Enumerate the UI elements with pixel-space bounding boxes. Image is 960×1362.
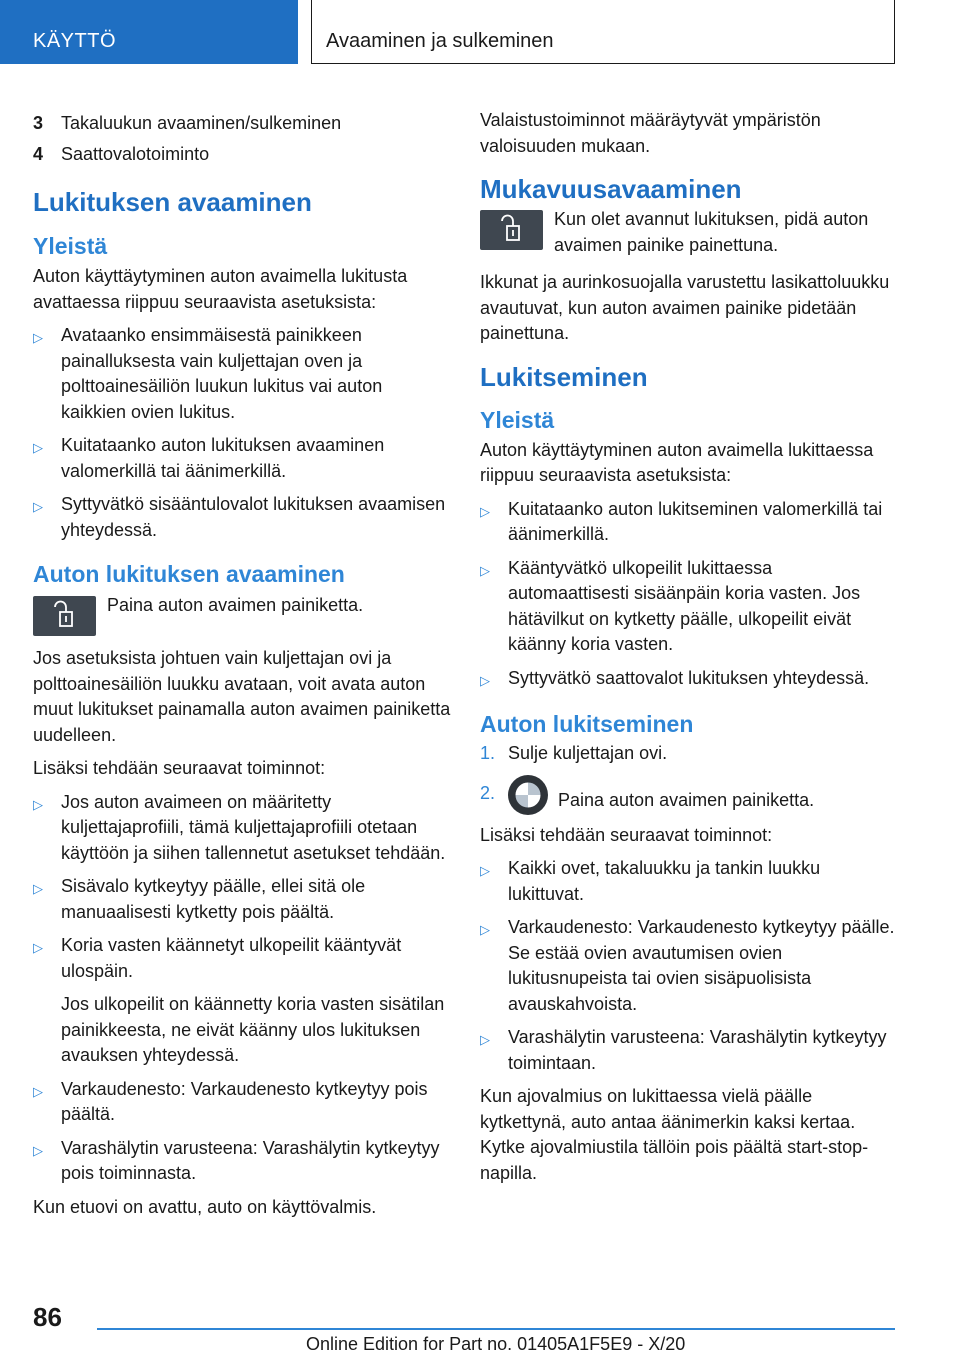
step-item: [480, 741, 896, 767]
unlock-key-icon: [480, 210, 543, 250]
bullet-triangle-icon: ▷: [33, 1142, 43, 1158]
bullet-triangle-icon: ▷: [33, 499, 43, 514]
section-tab: [311, 0, 895, 64]
general-text: Auton käyttäytyminen auton avaimella lukitusta avattaessa riippuu seuraavista asetuksista:: [33, 266, 408, 312]
bullet-triangle-icon: ▷: [480, 1032, 490, 1047]
bullet-item: ▷ Kääntyvätkö ulkopeilit lukittaessa automaattisesti sisäänpäin koria vasten. Jos hätävilkut on kytketty päälle, ulkopeilit eivät käänny koria vasten.: [480, 556, 896, 658]
mirror-note: Jos ulkopeilit on käännetty koria vasten sisätilan painikkeesta, ne eivät käänny ulos lukituksen avauksen yhteydessä.: [61, 994, 445, 1065]
item-number: 3: [33, 113, 44, 133]
bullet-item: ▷ Jos auton avaimeen on määritetty kuljettajaprofiili, tämä kuljettajaprofiili otetaan käyttöön ja siihen tallennetut asetukset tehdään.: [33, 790, 451, 867]
step-item: [480, 781, 896, 821]
general-text: Auton käyttäytyminen auton avaimella lukittaessa riippuu seuraavista asetuksista:: [480, 439, 874, 485]
bullet-item: ▷ Varkaudenesto: Varkaudenesto kytkeytyy päälle. Se estää ovien avautumisen ovien lukitusnupeista tai ovien sisäpuolisista avauskahvoista.: [480, 915, 896, 1017]
step-number: 2.: [480, 782, 496, 803]
bullet-triangle-icon: ▷: [33, 1083, 43, 1099]
paragraph: Jos asetuksista johtuen vain kuljettajan ovi ja polttoainesäiliön luukku avataan, voit avata auton muut lukitukset painamalla auton avaimen painiketta uudelleen.: [33, 648, 451, 745]
footer-divider: [97, 1328, 895, 1330]
bullet-item: ▷ Syttyvätkö saattovalot lukituksen yhteydessä.: [480, 666, 896, 694]
bullet-triangle-icon: ▷: [33, 330, 43, 345]
step-text: Sulje kuljettajan ovi.: [508, 743, 668, 763]
paragraph: Ikkunat ja aurinkosuojalla varustettu lasikattoluukku avautuvat, kun auton avaimen painike pidetään painettuna.: [480, 272, 890, 343]
heading-car-unlock: Auton lukituksen avaaminen: [33, 561, 345, 587]
edition-footer: Online Edition for Part no. 01405A1F5E9 - X/20: [306, 1334, 686, 1354]
item-text: Takaluukun avaaminen/sulkeminen: [61, 113, 342, 133]
icon-instruction: [480, 207, 896, 258]
chapter-tab: [0, 0, 298, 64]
left-column: [33, 108, 451, 1220]
step-number: 1.: [480, 743, 496, 763]
paragraph: Lisäksi tehdään seuraavat toiminnot:: [33, 758, 326, 778]
bullet-item: ▷ Varkaudenesto: Varkaudenesto kytkeytyy pois päältä.: [33, 1077, 451, 1128]
bmw-key-logo-icon: [508, 775, 548, 815]
right-column: [480, 108, 896, 1186]
bullet-triangle-icon: ▷: [33, 940, 43, 955]
bullet-item: ▷ Avataanko ensimmäisestä painikkeen painalluksesta vain kuljettajan oven ja polttoainesäiliön luukun lukitus vai auton kaikkien ovien lukitus.: [33, 323, 451, 425]
heading-car-lock: Auton lukitseminen: [480, 711, 694, 737]
item-number: 4: [33, 144, 44, 164]
paragraph: Kun etuovi on avattu, auto on käyttövalmis.: [33, 1196, 377, 1217]
heading-general: Yleistä: [480, 406, 555, 433]
bullet-triangle-icon: ▷: [480, 922, 490, 937]
bullet-item: ▷ Kaikki ovet, takaluukku ja tankin luukku lukittuvat.: [480, 856, 896, 907]
chapter-title: KÄYTTÖ: [33, 30, 117, 52]
heading-unlocking: Lukituksen avaaminen: [33, 187, 312, 217]
bullet-triangle-icon: ▷: [480, 672, 490, 688]
heading-general: Yleistä: [33, 233, 108, 259]
bullet-item: ▷ Kuitataanko auton lukituksen avaaminen valomerkillä tai äänimerkillä.: [33, 433, 451, 484]
paragraph: Lisäksi tehdään seuraavat toiminnot:: [480, 824, 773, 845]
bullet-item: ▷ Sisävalo kytkeytyy päälle, ellei sitä ole manuaalisesti kytketty pois päältä.: [33, 874, 451, 925]
unlock-key-icon: [33, 596, 96, 636]
list-item: [33, 108, 451, 139]
bullet-triangle-icon: ▷: [480, 503, 490, 519]
comfort-icon-text: Kun olet avannut lukituksen, pidä auton avaimen painike painettuna.: [554, 209, 869, 255]
bullet-triangle-icon: ▷: [480, 562, 490, 578]
page-number: 86: [33, 1302, 62, 1332]
list-item: [33, 139, 451, 170]
icon-instruction: [33, 593, 451, 636]
heading-locking: Lukitseminen: [480, 361, 648, 392]
bullet-item: ▷ Syttyvätkö sisääntulovalot lukituksen avaamisen yhteydessä.: [33, 492, 451, 543]
press-key-text: Paina auton avaimen painiketta.: [107, 595, 364, 615]
bullet-item: ▷ Varashälytin varusteena: Varashälytin kytkeytyy pois toiminnasta.: [33, 1136, 451, 1187]
step-text: Paina auton avaimen painiketta.: [558, 789, 815, 810]
bullet-item: ▷ Kuitataanko auton lukitseminen valomerkillä tai äänimerkillä.: [480, 497, 896, 548]
item-text: Saattovalotoiminto: [61, 144, 210, 164]
bullet-item: ▷ Varashälytin varusteena: Varashälytin kytkeytyy toimintaan.: [480, 1025, 896, 1076]
heading-comfort-opening: Mukavuusavaaminen: [480, 174, 742, 204]
bullet-item: ▷ Koria vasten käännetyt ulkopeilit kääntyvät ulospäin. Jos ulkopeilit on käännetty koria vasten sisätilan painikkeesta, ne eivät käänny ulos lukituksen avauksen yhteydessä.: [33, 933, 451, 1069]
bullet-triangle-icon: ▷: [33, 440, 43, 455]
bullet-triangle-icon: ▷: [33, 881, 43, 896]
paragraph: Kun ajovalmius on lukittaessa vielä päälle kytkettynä, auto antaa äänimerkin kaksi kertaa. Kytke ajovalmiustila tällöin pois päältä start-stop-napilla.: [480, 1086, 869, 1183]
bullet-triangle-icon: ▷: [480, 863, 490, 878]
section-title: Avaaminen ja sulkeminen: [326, 30, 554, 52]
paragraph: Valaistustoiminnot määräytyvät ympäristön valoisuuden mukaan.: [480, 110, 821, 156]
bullet-triangle-icon: ▷: [33, 796, 43, 812]
